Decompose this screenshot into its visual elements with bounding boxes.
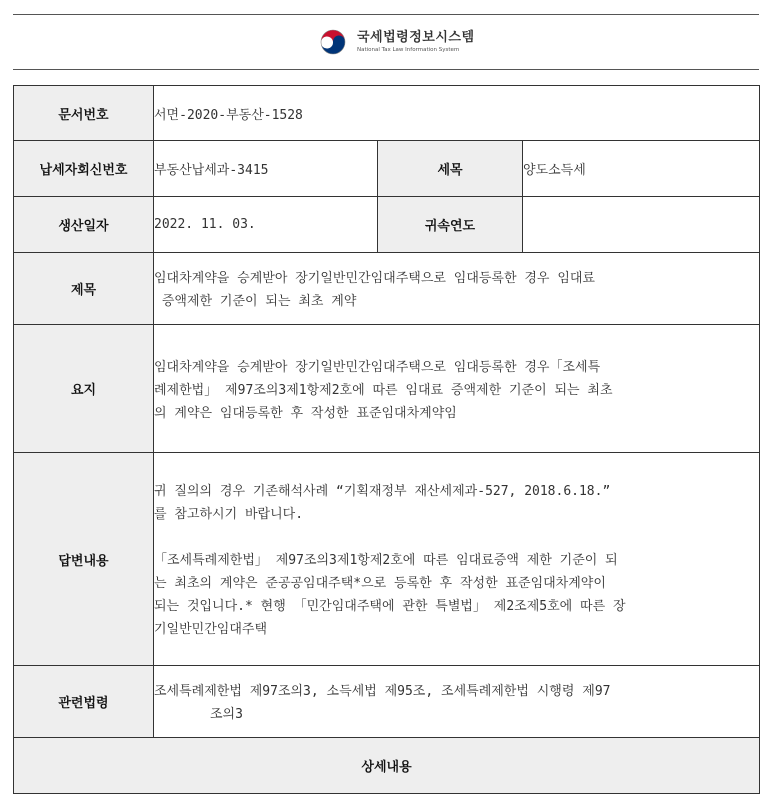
tax-item-label: 세목 [378,141,523,197]
related-law-line: 조세특례제한법 제97조의3, 소득세법 제95조, 조세특례제한법 시행령 제97 [154,684,611,699]
row-doc-number [14,86,760,141]
details-label[interactable]: 상세내용 [14,738,760,794]
row-answer [14,453,760,666]
title-label: 제목 [14,253,154,325]
system-name-english: National Tax Law Information System [357,47,460,53]
answer-line: 귀 질의의 경우 기존해석사례 “기획재정부 재산세제과-527, 2018.6.18.” [154,484,611,499]
answer-line: 「조세특례제한법」 제97조의3제1항제2호에 따른 임대료증액 제한 기준이 되 [154,553,618,568]
title-value [154,253,760,325]
answer-line: 는 최초의 계약은 준공공임대주택*으로 등록한 후 작성한 표준임대차계약이 [154,576,606,591]
answer-label: 답변내용 [14,453,154,666]
site-header [13,14,759,70]
answer-value [154,453,760,666]
row-summary [14,325,760,453]
summary-line: 임대차계약을 승계받아 장기일반민간임대주택으로 임대등록한 경우「조세특 [154,359,601,375]
row-details [14,738,760,794]
summary-value [154,325,760,453]
answer-line: 를 참고하시기 바랍니다. [154,507,304,522]
attribution-year-value [523,197,760,253]
title-line: 임대차계약을 승계받아 장기일반민간임대주택으로 임대등록한 경우 임대료 [154,271,595,286]
taxpayer-reply-label: 납세자회신번호 [14,141,154,197]
title-line: 증액제한 기준이 되는 최초 계약 [154,294,357,309]
row-title [14,253,760,325]
related-law-label: 관련법령 [14,666,154,738]
summary-line: 례제한법」 제97조의3제1항제2호에 따른 임대료 증액제한 기준이 되는 최초 [154,382,613,398]
attribution-year-label: 귀속연도 [378,197,523,253]
summary-label: 요지 [14,325,154,453]
row-reply-number [14,141,760,197]
doc-number-value: 서면-2020-부동산-1528 [154,86,760,141]
production-date-value: 2022. 11. 03. [154,197,378,253]
doc-number-label: 문서번호 [14,86,154,141]
system-logo[interactable] [317,25,475,59]
row-related-law [14,666,760,738]
taegeuk-logo-icon [317,26,349,58]
production-date-label: 생산일자 [14,197,154,253]
related-law-value [154,666,760,738]
system-name-korean: 국세법령정보시스템 [357,30,475,45]
tax-item-value: 양도소득세 [523,141,760,197]
related-law-line: 조의3 [210,707,243,722]
answer-line: 되는 것입니다.* 현행 「민간임대주택에 관한 특별법」 제2조제5호에 따른 장 [154,599,626,614]
answer-line: 기일반민간임대주택 [154,622,268,637]
row-date [14,197,760,253]
taxpayer-reply-value: 부동산납세과-3415 [154,141,378,197]
summary-line: 의 계약은 임대등록한 후 작성한 표준임대차계약임 [154,405,457,421]
document-info-table [13,85,760,794]
